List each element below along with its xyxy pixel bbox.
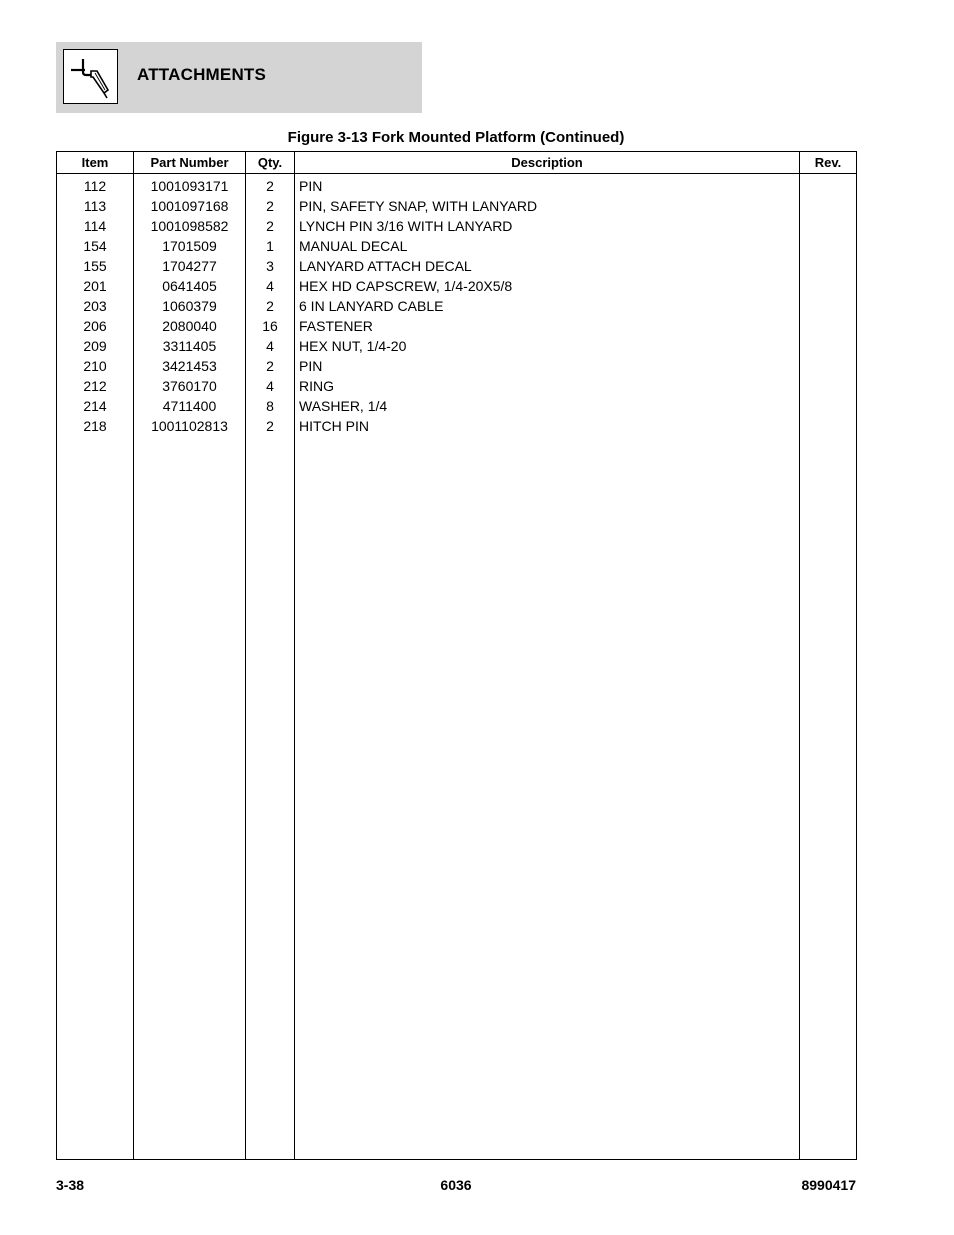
cell-description: PIN bbox=[295, 356, 800, 376]
cell-part-number: 0641405 bbox=[134, 276, 246, 296]
cell-item: 155 bbox=[57, 256, 134, 276]
table-header-row bbox=[57, 152, 857, 174]
table-row bbox=[57, 216, 857, 236]
table-row bbox=[57, 316, 857, 336]
cell-qty: 16 bbox=[246, 316, 295, 336]
cell-qty: 4 bbox=[246, 276, 295, 296]
table-row bbox=[57, 174, 857, 197]
cell-part-number: 1701509 bbox=[134, 236, 246, 256]
cell-rev bbox=[800, 276, 857, 296]
section-title: ATTACHMENTS bbox=[137, 65, 267, 84]
cell-description: FASTENER bbox=[295, 316, 800, 336]
cell-qty: 4 bbox=[246, 376, 295, 396]
cell-description: 6 IN LANYARD CABLE bbox=[295, 296, 800, 316]
table-row bbox=[57, 236, 857, 256]
cell-qty: 2 bbox=[246, 196, 295, 216]
parts-list-table bbox=[56, 151, 857, 1160]
cell-rev bbox=[800, 316, 857, 336]
cell-item: 113 bbox=[57, 196, 134, 216]
column-header-item: Item bbox=[57, 152, 134, 174]
cell-description: MANUAL DECAL bbox=[295, 236, 800, 256]
cell-item: 201 bbox=[57, 276, 134, 296]
cell-item: 206 bbox=[57, 316, 134, 336]
column-header-part-number: Part Number bbox=[134, 152, 246, 174]
cell-qty: 8 bbox=[246, 396, 295, 416]
table-body bbox=[57, 174, 857, 1160]
column-header-qty: Qty. bbox=[246, 152, 295, 174]
cell-rev bbox=[800, 396, 857, 416]
cell-rev bbox=[800, 174, 857, 197]
section-header-band bbox=[56, 42, 422, 113]
attachment-hook-icon bbox=[63, 49, 118, 104]
cell-rev bbox=[800, 356, 857, 376]
cell-rev bbox=[800, 236, 857, 256]
cell-part-number: 1704277 bbox=[134, 256, 246, 276]
filler-cell bbox=[57, 436, 134, 1160]
figure-title: Figure 3-13 Fork Mounted Platform (Continued) bbox=[287, 129, 625, 146]
cell-rev bbox=[800, 216, 857, 236]
footer-page-number: 3-38 bbox=[56, 1177, 85, 1193]
footer-model: 6036 bbox=[440, 1177, 472, 1193]
cell-description: LYNCH PIN 3/16 WITH LANYARD bbox=[295, 216, 800, 236]
cell-part-number: 2080040 bbox=[134, 316, 246, 336]
cell-item: 112 bbox=[57, 174, 134, 197]
cell-qty: 2 bbox=[246, 216, 295, 236]
cell-description: PIN, SAFETY SNAP, WITH LANYARD bbox=[295, 196, 800, 216]
cell-item: 154 bbox=[57, 236, 134, 256]
table-row bbox=[57, 276, 857, 296]
table-row bbox=[57, 416, 857, 436]
cell-qty: 2 bbox=[246, 356, 295, 376]
filler-cell bbox=[295, 436, 800, 1160]
cell-item: 203 bbox=[57, 296, 134, 316]
cell-item: 218 bbox=[57, 416, 134, 436]
column-header-rev: Rev. bbox=[800, 152, 857, 174]
table-row bbox=[57, 336, 857, 356]
filler-cell bbox=[800, 436, 857, 1160]
cell-description: HEX HD CAPSCREW, 1/4-20X5/8 bbox=[295, 276, 800, 296]
cell-qty: 2 bbox=[246, 296, 295, 316]
cell-part-number: 1001102813 bbox=[134, 416, 246, 436]
table-row bbox=[57, 356, 857, 376]
cell-rev bbox=[800, 376, 857, 396]
cell-part-number: 1001098582 bbox=[134, 216, 246, 236]
cell-part-number: 1001097168 bbox=[134, 196, 246, 216]
table-row bbox=[57, 256, 857, 276]
cell-item: 114 bbox=[57, 216, 134, 236]
cell-item: 214 bbox=[57, 396, 134, 416]
cell-part-number: 3311405 bbox=[134, 336, 246, 356]
cell-qty: 2 bbox=[246, 416, 295, 436]
cell-description: LANYARD ATTACH DECAL bbox=[295, 256, 800, 276]
filler-cell bbox=[134, 436, 246, 1160]
filler-cell bbox=[246, 436, 295, 1160]
cell-qty: 2 bbox=[246, 174, 295, 197]
cell-part-number: 4711400 bbox=[134, 396, 246, 416]
cell-item: 209 bbox=[57, 336, 134, 356]
cell-item: 212 bbox=[57, 376, 134, 396]
cell-part-number: 3760170 bbox=[134, 376, 246, 396]
table-row bbox=[57, 396, 857, 416]
cell-qty: 4 bbox=[246, 336, 295, 356]
table-row bbox=[57, 296, 857, 316]
cell-item: 210 bbox=[57, 356, 134, 376]
cell-description: HEX NUT, 1/4-20 bbox=[295, 336, 800, 356]
column-header-description: Description bbox=[295, 152, 800, 174]
table-row bbox=[57, 376, 857, 396]
cell-description: HITCH PIN bbox=[295, 416, 800, 436]
cell-rev bbox=[800, 196, 857, 216]
cell-rev bbox=[800, 336, 857, 356]
cell-description: RING bbox=[295, 376, 800, 396]
cell-description: WASHER, 1/4 bbox=[295, 396, 800, 416]
cell-rev bbox=[800, 256, 857, 276]
cell-rev bbox=[800, 296, 857, 316]
cell-part-number: 1060379 bbox=[134, 296, 246, 316]
table-filler-row bbox=[57, 436, 857, 1160]
cell-description: PIN bbox=[295, 174, 800, 197]
cell-qty: 1 bbox=[246, 236, 295, 256]
cell-part-number: 3421453 bbox=[134, 356, 246, 376]
cell-qty: 3 bbox=[246, 256, 295, 276]
cell-rev bbox=[800, 416, 857, 436]
table-row bbox=[57, 196, 857, 216]
cell-part-number: 1001093171 bbox=[134, 174, 246, 197]
footer-doc-number: 8990417 bbox=[801, 1177, 856, 1193]
